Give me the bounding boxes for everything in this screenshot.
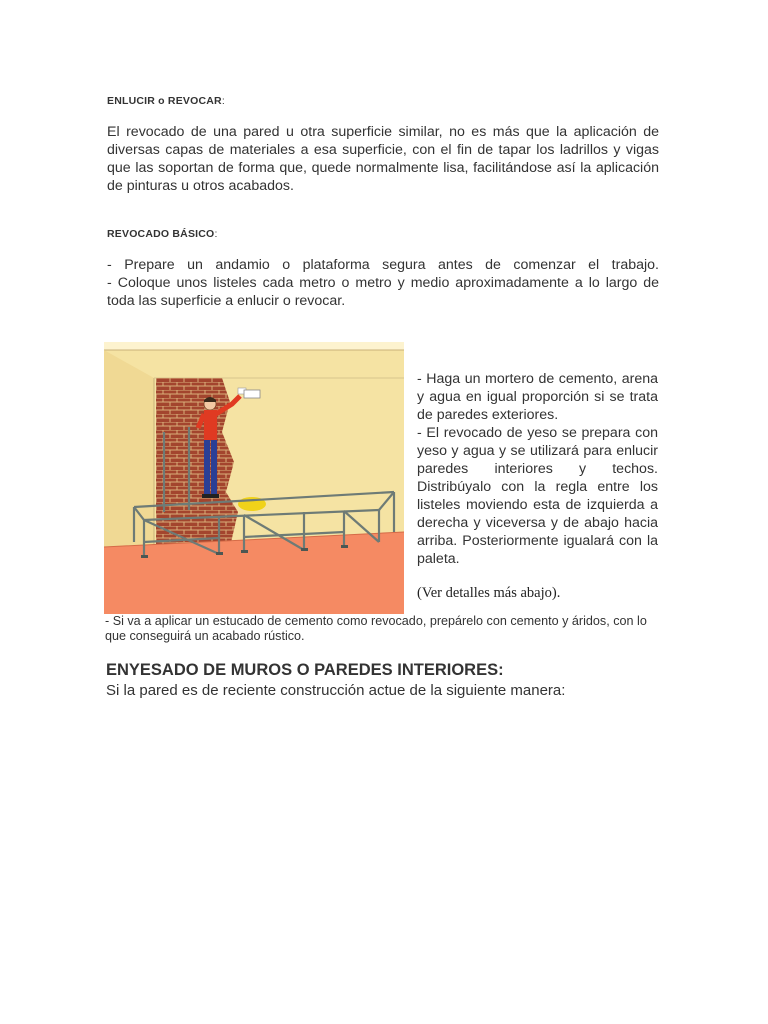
enyesado-heading: ENYESADO DE MUROS O PAREDES INTERIORES: <box>106 661 504 679</box>
section-heading-revocado-basico <box>107 228 218 240</box>
estucado-paragraph: - Si va a aplicar un estucado de cemento como revocado, prepárelo con cemento y áridos, con lo que conseguirá un acabado rústico. <box>105 614 647 643</box>
heading-colon: : <box>221 95 225 107</box>
side-wall <box>104 350 154 560</box>
step-andamio: - Prepare un andamio o plataforma segura antes de comenzar el trabajo. <box>107 257 659 273</box>
step-listeles: - Coloque unos listeles cada metro o metro y medio aproximadamente a lo largo de toda las superficie a enlucir o revocar. <box>107 275 659 309</box>
section-heading-enlucir <box>107 95 225 107</box>
brick-wall <box>156 378 238 547</box>
heading-colon: : <box>214 228 218 240</box>
ver-detalles-note: (Ver detalles más abajo). <box>417 585 561 601</box>
plastering-scene-svg <box>104 342 404 614</box>
heading-text: ENLUCIR o REVOCAR <box>107 95 222 107</box>
heading-text: REVOCADO BÁSICO <box>107 228 215 240</box>
yeso-paragraph: - El revocado de yeso se prepara con yeso y agua y se utilizará para enlucir paredes interiores y techos. Distribúyalo con la regla entre los listeles moviendo esta de izquierda a derecha y viceversa y de abajo hacia arriba. Posteriormente igualará con la paleta. <box>417 425 658 567</box>
ceiling <box>104 342 404 350</box>
plastering-illustration <box>104 342 404 614</box>
mortero-paragraph: - Haga un mortero de cemento, arena y agua en igual proporción si se trata de paredes exteriores. <box>417 371 658 423</box>
enyesado-intro: Si la pared es de reciente construcción actue de la siguiente manera: <box>106 682 566 699</box>
intro-paragraph: El revocado de una pared u otra superficie similar, no es más que la aplicación de diversas capas de materiales a esa superficie, con el fin de tapar los ladrillos y vigas que las soportan de forma que, quede normalmente lisa, facilitándose así la aplicación de pinturas u otros acabados. <box>107 124 659 194</box>
side-instructions <box>417 370 658 568</box>
revocado-steps <box>107 256 659 310</box>
